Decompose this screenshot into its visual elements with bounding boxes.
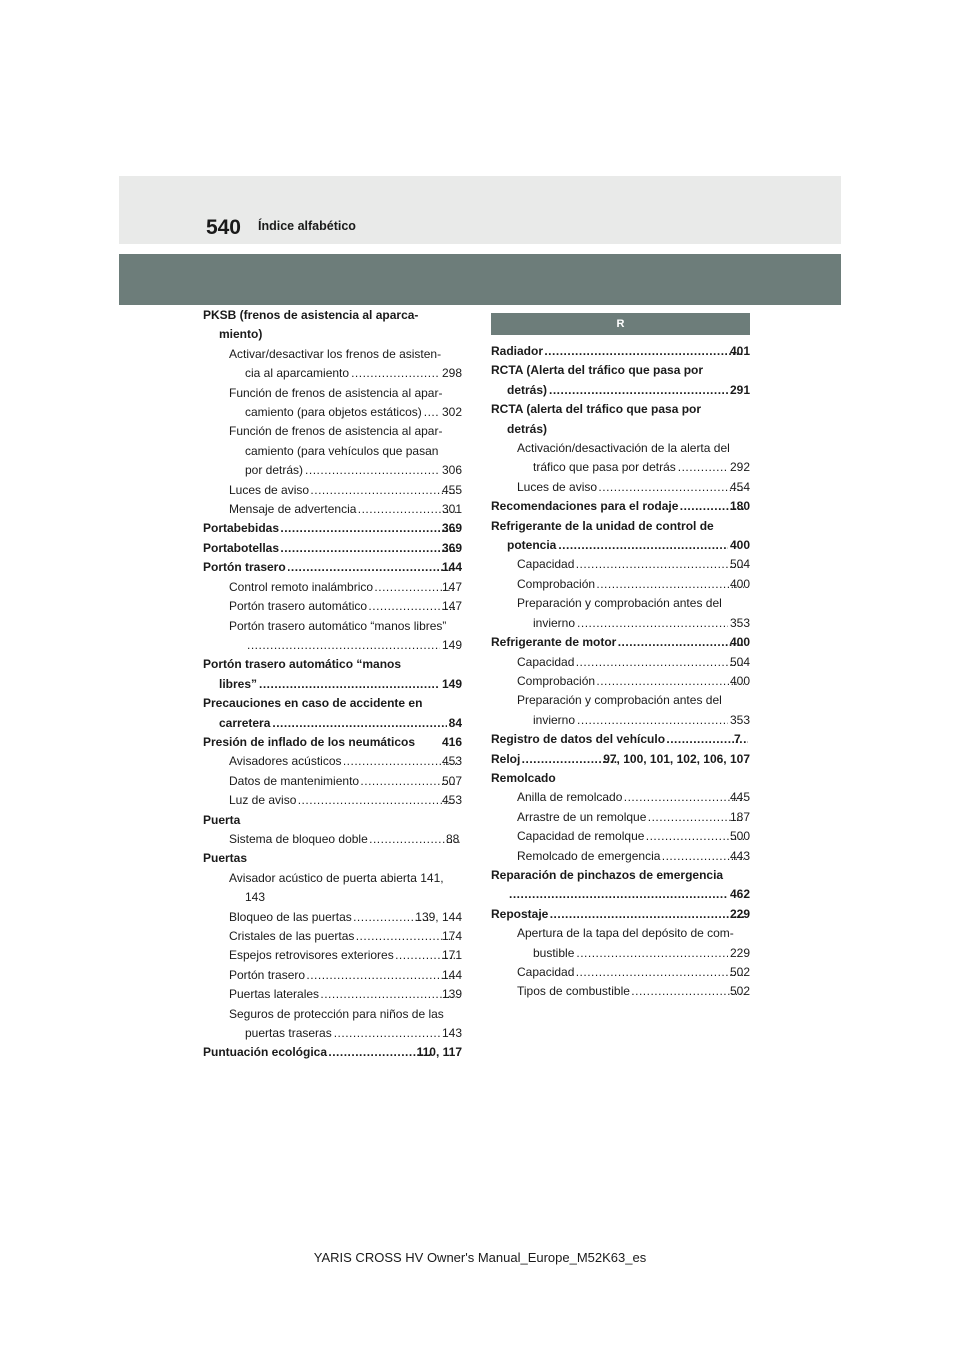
dot-leader bbox=[298, 791, 456, 810]
index-entry bbox=[203, 772, 462, 791]
dot-leader bbox=[311, 481, 456, 500]
entry-text: Luz de aviso bbox=[229, 793, 297, 808]
index-entry bbox=[203, 1043, 462, 1062]
entry-text: Capacidad bbox=[517, 557, 575, 572]
entry-text: Capacidad bbox=[517, 654, 575, 669]
dot-leader bbox=[577, 614, 728, 633]
entry-text: 143 bbox=[245, 890, 266, 905]
index-entry bbox=[203, 849, 462, 868]
page-reference: 292 bbox=[729, 460, 750, 475]
page-reference: 455 bbox=[441, 482, 462, 497]
entry-text: Espejos retrovisores exteriores bbox=[229, 948, 394, 963]
index-entry bbox=[491, 847, 750, 866]
dot-leader bbox=[305, 461, 440, 480]
entry-text: Reloj bbox=[491, 751, 521, 766]
page-footer: YARIS CROSS HV Owner's Manual_Europe_M52K63_es bbox=[313, 1250, 647, 1265]
entry-text: Preparación y comprobación antes del bbox=[517, 693, 722, 708]
entry-text: RCTA (Alerta del tráfico que pasa por bbox=[491, 363, 704, 378]
dot-leader bbox=[307, 966, 456, 985]
index-entry bbox=[203, 966, 462, 985]
index-entry: Sistema de bloqueo doble ..... 88 bbox=[203, 830, 462, 849]
entry-text: Función de frenos de asistencia al apar- bbox=[229, 424, 443, 439]
dot-leader bbox=[558, 536, 728, 555]
entry-text: Portón trasero automático “manos bbox=[203, 657, 402, 672]
page-reference: 400 bbox=[729, 538, 750, 553]
entry-text: cia al aparcamiento bbox=[245, 366, 350, 381]
entry-text: Apertura de la tapa del depósito de com- bbox=[517, 926, 734, 941]
dot-leader bbox=[272, 714, 446, 733]
dot-leader bbox=[247, 636, 440, 655]
entry-text: Presión de inflado de los neumáticos bbox=[203, 734, 416, 749]
index-entry bbox=[491, 478, 750, 497]
page-reference: 400 bbox=[729, 576, 750, 591]
index-entry bbox=[203, 539, 462, 558]
entry-text: Puertas laterales bbox=[229, 987, 320, 1002]
page-reference: 502 bbox=[729, 965, 750, 979]
index-entry bbox=[491, 400, 750, 439]
entry-text: Anilla de remolcado bbox=[517, 790, 623, 805]
page-reference: 147 bbox=[441, 579, 462, 594]
entry-text: Portabebidas bbox=[203, 521, 280, 536]
entry-text: RCTA (alerta del tráfico que pasa por bbox=[491, 402, 702, 417]
entry-text: invierno bbox=[533, 615, 576, 630]
index-entry bbox=[203, 422, 462, 480]
entry-text: Recomendaciones para el rodaje bbox=[491, 499, 679, 514]
page-reference: 454 bbox=[729, 479, 750, 494]
dot-leader bbox=[632, 982, 744, 1001]
index-entry bbox=[491, 517, 750, 556]
dot-leader bbox=[549, 381, 728, 400]
page-reference: 143 bbox=[441, 1026, 462, 1041]
index-entry bbox=[491, 769, 750, 788]
entry-text: Control remoto inalámbrico bbox=[229, 579, 374, 594]
page-reference: 301 bbox=[441, 502, 462, 517]
dot-leader bbox=[259, 675, 440, 694]
page-number: 540 bbox=[205, 216, 241, 239]
page-reference: 445 bbox=[729, 790, 750, 805]
page-reference: 298 bbox=[441, 366, 462, 381]
dot-leader bbox=[509, 885, 728, 904]
index-entry bbox=[203, 481, 462, 500]
page-reference: 144 bbox=[441, 560, 462, 575]
dot-leader bbox=[597, 672, 744, 691]
entry-text: puertas traseras bbox=[245, 1026, 332, 1041]
page-reference: 502 bbox=[729, 984, 750, 999]
index-entry bbox=[203, 617, 462, 656]
page-reference: 187 bbox=[729, 809, 750, 824]
page-reference: 401 bbox=[729, 344, 750, 358]
index-entry bbox=[491, 361, 750, 400]
page-reference: 400 bbox=[729, 673, 750, 688]
index-entry bbox=[491, 575, 750, 594]
page-reference: 110, 117 bbox=[416, 1045, 462, 1060]
entry-text: Remolcado de emergencia bbox=[517, 848, 661, 863]
page-reference: 400 bbox=[729, 635, 750, 650]
page-reference: 84 bbox=[448, 715, 462, 730]
entry-text: Capacidad bbox=[517, 965, 575, 979]
entry-text: detrás) bbox=[507, 421, 548, 436]
entry-text: Refrigerante de motor bbox=[491, 635, 617, 650]
index-entry bbox=[491, 691, 750, 730]
index-entry bbox=[203, 597, 462, 616]
dot-leader bbox=[618, 633, 744, 652]
page-reference: 353 bbox=[729, 712, 750, 727]
page-reference: 171 bbox=[441, 948, 462, 963]
index-entry bbox=[203, 985, 462, 1004]
page-reference: 353 bbox=[729, 615, 750, 630]
index-entry bbox=[491, 497, 750, 516]
dot-leader bbox=[576, 653, 744, 672]
page-reference: 139, 144 bbox=[415, 909, 462, 924]
section-title: Índice alfabético bbox=[258, 219, 356, 233]
entry-text: Tipos de combustible bbox=[517, 984, 630, 999]
page-reference: 306 bbox=[441, 463, 462, 478]
dot-leader bbox=[576, 963, 744, 982]
index-entry bbox=[491, 924, 750, 963]
dot-leader bbox=[334, 1024, 440, 1043]
page-reference: 504 bbox=[729, 557, 750, 572]
entry-text: Puerta bbox=[203, 812, 241, 827]
dot-leader bbox=[344, 752, 456, 771]
letter-heading: R bbox=[491, 313, 750, 335]
entry-text: potencia bbox=[507, 538, 557, 553]
entry-text: carretera bbox=[219, 715, 271, 730]
entry-text: Registro de datos del vehículo bbox=[491, 732, 666, 747]
page-reference: 147 bbox=[441, 599, 462, 614]
index-entry bbox=[203, 558, 462, 577]
entry-text: camiento (para objetos estáticos) bbox=[245, 405, 422, 420]
index-entry bbox=[491, 827, 750, 846]
index-entry bbox=[203, 927, 462, 946]
entry-text: Activar/desactivar los frenos de asisten- bbox=[229, 346, 442, 361]
index-entry bbox=[203, 345, 462, 384]
index-entry bbox=[203, 791, 462, 810]
page-reference: 453 bbox=[441, 793, 462, 808]
entry-text: Refrigerante de la unidad de control de bbox=[491, 518, 714, 533]
entry-text: Remolcado bbox=[491, 770, 556, 785]
entry-text: Luces de aviso bbox=[229, 482, 310, 497]
dot-leader bbox=[424, 403, 440, 422]
page-reference: 174 bbox=[441, 929, 462, 943]
entry-text: Función de frenos de asistencia al apar- bbox=[229, 385, 443, 400]
dot-leader bbox=[281, 539, 456, 558]
entry-text: Comprobación bbox=[517, 576, 596, 591]
entry-text: Cristales de las puertas bbox=[229, 929, 355, 943]
entry-text: Arrastre de un remolque bbox=[517, 809, 647, 824]
page-reference: 291 bbox=[729, 382, 750, 397]
dot-leader bbox=[576, 944, 728, 963]
index-entry bbox=[203, 694, 462, 733]
entry-text: por detrás) bbox=[245, 463, 304, 478]
entry-text: Seguros de protección para niños de las bbox=[229, 1006, 444, 1021]
index-entry bbox=[203, 578, 462, 597]
dot-leader bbox=[576, 555, 744, 574]
dot-leader bbox=[329, 1043, 431, 1062]
entry-text: camiento (para vehículos que pasan bbox=[245, 443, 439, 458]
entry-text: Luces de aviso bbox=[517, 479, 598, 494]
index-entry bbox=[491, 594, 750, 633]
page-reference: 462 bbox=[729, 887, 750, 902]
dot-leader bbox=[599, 478, 744, 497]
index-entry bbox=[491, 982, 750, 1001]
index-entry bbox=[203, 908, 462, 927]
entry-text: Reparación de pinchazos de emergencia bbox=[491, 867, 724, 882]
entry-text: miento) bbox=[219, 327, 263, 342]
section-band bbox=[119, 254, 841, 305]
dot-leader bbox=[624, 788, 744, 807]
index-column-left bbox=[203, 306, 462, 1063]
page-reference: 504 bbox=[729, 654, 750, 669]
page-reference: 97, 100, 101, 102, 106, 107 bbox=[603, 751, 750, 766]
page-reference: 443 bbox=[729, 848, 750, 863]
index-entry bbox=[491, 866, 750, 905]
dot-leader bbox=[351, 364, 440, 383]
page-reference: 302 bbox=[441, 405, 462, 420]
dot-leader bbox=[321, 985, 456, 1004]
entry-text: Mensaje de advertencia bbox=[229, 502, 357, 517]
dot-leader bbox=[597, 575, 744, 594]
page-reference: 453 bbox=[441, 754, 462, 769]
page-reference: 416 bbox=[441, 734, 462, 749]
page-reference: 144 bbox=[441, 967, 462, 982]
page-reference: 369 bbox=[441, 540, 462, 555]
entry-text: Puntuación ecológica bbox=[203, 1045, 328, 1060]
entry-text: Puertas bbox=[203, 851, 248, 866]
index-entry bbox=[203, 811, 462, 830]
entry-text: detrás) bbox=[507, 382, 548, 397]
entry-text: Bloqueo de las puertas bbox=[229, 909, 352, 924]
entry-text: Comprobación bbox=[517, 673, 596, 688]
index-entry bbox=[203, 869, 462, 908]
index-entry bbox=[491, 439, 750, 478]
dot-leader bbox=[281, 519, 456, 538]
entry-text: Portabotellas bbox=[203, 540, 280, 555]
index-entry bbox=[491, 653, 750, 672]
index-entry bbox=[203, 655, 462, 694]
index-entry bbox=[491, 672, 750, 691]
index-column-right bbox=[491, 313, 750, 1002]
dot-leader bbox=[550, 905, 744, 924]
index-entry bbox=[203, 500, 462, 519]
entry-text: Portón trasero automático bbox=[229, 599, 368, 614]
entry-text: Portón trasero bbox=[203, 560, 286, 575]
entry-text: Sistema de bloqueo doble bbox=[229, 831, 368, 846]
entry-text: Radiador bbox=[491, 344, 544, 358]
index-entry bbox=[203, 946, 462, 965]
entry-text: tráfico que pasa por detrás bbox=[533, 460, 676, 475]
page-reference: 139 bbox=[441, 987, 462, 1002]
page-reference: 369 bbox=[441, 521, 462, 536]
page-reference: 149 bbox=[441, 676, 462, 691]
index-entry bbox=[491, 963, 750, 982]
entry-text: Portón trasero automático “manos libres” bbox=[229, 618, 447, 633]
index-entry bbox=[203, 306, 462, 345]
page-reference: 507 bbox=[441, 773, 462, 788]
entry-text: Avisador acústico de puerta abierta 141, bbox=[229, 870, 444, 885]
index-entry bbox=[491, 750, 750, 769]
page-reference: 500 bbox=[729, 829, 750, 844]
index-entry bbox=[203, 519, 462, 538]
index-entry bbox=[203, 733, 462, 752]
entry-text: bustible bbox=[533, 945, 575, 960]
entry-text: PKSB (frenos de asistencia al aparca- bbox=[203, 308, 419, 322]
entry-text: libres” bbox=[219, 676, 258, 691]
entry-text: Avisadores acústicos bbox=[229, 754, 342, 769]
index-entry bbox=[491, 905, 750, 924]
entry-text: Preparación y comprobación antes del bbox=[517, 596, 722, 611]
entry-text: Capacidad de remolque bbox=[517, 829, 645, 844]
page-reference: 180 bbox=[729, 499, 750, 514]
index-entry: Registro de datos del vehículo ..... 7 bbox=[491, 730, 750, 749]
page-reference: 229 bbox=[729, 945, 750, 960]
index-entry bbox=[491, 342, 750, 361]
index-entry bbox=[491, 788, 750, 807]
entry-text: Datos de mantenimiento bbox=[229, 773, 360, 788]
entry-text: Portón trasero bbox=[229, 967, 306, 982]
entry-text: Repostaje bbox=[491, 906, 549, 921]
page-reference: 229 bbox=[729, 906, 750, 921]
index-entry bbox=[203, 384, 462, 423]
index-entry bbox=[491, 808, 750, 827]
dot-leader bbox=[545, 342, 744, 361]
index-entry bbox=[203, 752, 462, 771]
index-entry bbox=[491, 555, 750, 574]
entry-text: Activación/desactivación de la alerta del bbox=[517, 441, 730, 456]
entry-text: invierno bbox=[533, 712, 576, 727]
dot-leader bbox=[288, 558, 456, 577]
dot-leader bbox=[678, 458, 728, 477]
dot-leader bbox=[577, 711, 728, 730]
index-entry bbox=[203, 1005, 462, 1044]
index-entry bbox=[491, 633, 750, 652]
page-reference: 149 bbox=[441, 637, 462, 652]
entry-text: Precauciones en caso de accidente en bbox=[203, 696, 423, 711]
